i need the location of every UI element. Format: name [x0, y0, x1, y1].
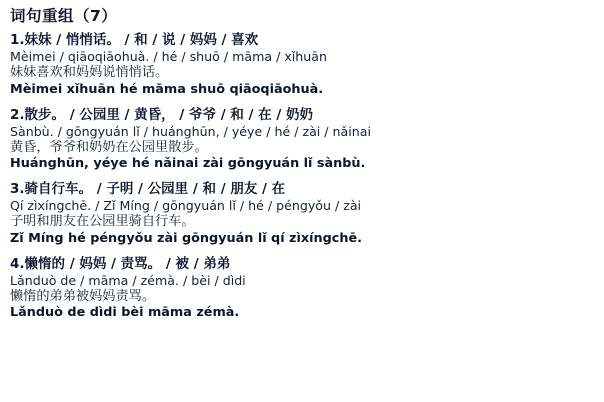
- exercise-answer-chinese: 懒惰的弟弟被妈妈责骂。: [10, 288, 156, 304]
- page-title: 词句重组（7）: [10, 7, 118, 25]
- exercise-pinyin: Qí zìxíngchē. / Zǐ Míng / gōngyuán lǐ / hé / péngyǒu / zài: [10, 198, 362, 214]
- exercise-answer-chinese: 妹妹喜欢和妈妈说悄悄话。: [10, 64, 169, 80]
- exercise-answer-pinyin: Zǐ Míng hé péngyǒu zài gōngyuán lǐ qí zìxíngchē.: [10, 230, 363, 246]
- exercise-prompt: 2.散步。 / 公园里 / 黄昏， / 爷爷 / 和 / 在 / 奶奶: [10, 106, 314, 123]
- exercise-answer-pinyin: Lǎnduò de dìdi bèi māma zémà.: [10, 305, 240, 321]
- exercise-item-3: [10, 181, 594, 247]
- exercise-pinyin: Sànbù. / gōngyuán lǐ / huánghūn, / yéye / hé / zài / nǎinai: [10, 123, 371, 139]
- exercise-prompt: 4.懒惰的 / 妈妈 / 责骂。 / 被 / 弟弟: [10, 255, 231, 272]
- exercise-prompt: 3.骑自行车。 / 子明 / 公园里 / 和 / 朋友 / 在: [10, 181, 286, 198]
- exercise-pinyin: Mèimei / qiāoqiāohuà. / hé / shuō / māma / xǐhuān: [10, 49, 327, 65]
- exercise-item-2: [10, 107, 594, 173]
- exercise-answer-chinese: 黄昏，爷爷和奶奶在公园里散步。: [10, 139, 208, 155]
- exercise-item-4: [10, 256, 594, 322]
- exercise-pinyin: Lǎnduò de / māma / zémà. / bèi / dìdi: [10, 272, 246, 288]
- exercise-answer-pinyin: Mèimei xǐhuān hé māma shuō qiāoqiāohuà.: [10, 81, 324, 97]
- exercise-answer-chinese: 子明和朋友在公园里骑自行车。: [10, 214, 195, 230]
- exercise-prompt: 1.妹妹 / 悄悄话。 / 和 / 说 / 妈妈 / 喜欢: [10, 32, 259, 49]
- exercise-item-1: [10, 32, 594, 98]
- exercise-answer-pinyin: Huánghūn, yéye hé nǎinai zài gōngyuán lǐ sànbù.: [10, 156, 366, 172]
